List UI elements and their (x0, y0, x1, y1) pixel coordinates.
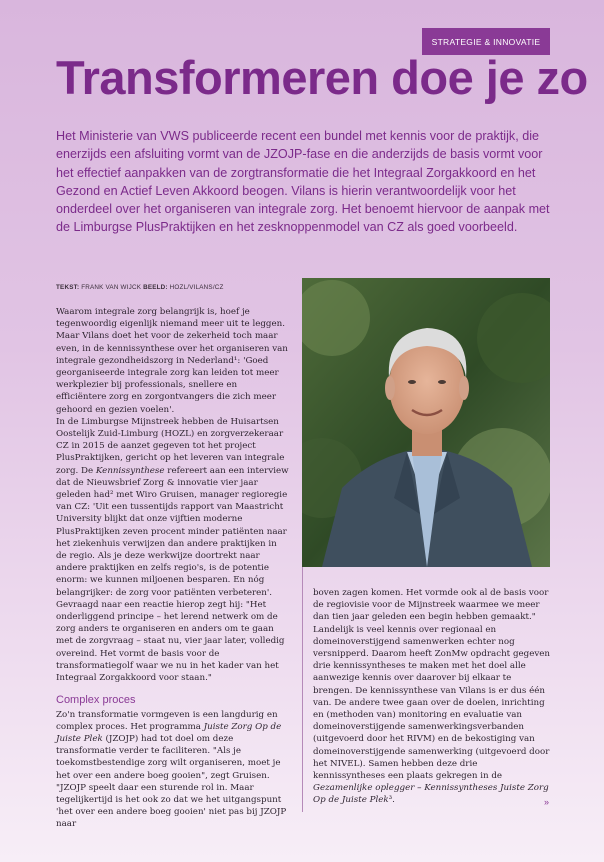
section-tag: STRATEGIE & INNOVATIE (422, 28, 550, 55)
portrait-photo (302, 278, 550, 567)
body-paragraph-5: Landelijk is veel kennis over regionaal en domeinoverstijgend samenwerken echter nog versnipperd. Daarom heeft ZonMw opdracht gegeven drie kennissyntheses te maken met het doel alle aanwezige kennis over daarover bij elkaar te brengen. De kennissynthese van Vilans is er dus één van. De andere twee gaan over de doelen, inrichting en (methoden van) monitoring en evaluatie van domeinoverstijgende samenwerkingsverbanden (uitgevoerd door het RIVM) en de bekostiging van domeinoverstijgende samenwerking (uitgevoerd door het NIVEL). Samen hebben deze drie kennissyntheses een plaats gekregen in de Gezamenlijke oplegger – Kennissyntheses Juiste Zorg Op de Juiste Plek³. (313, 624, 550, 806)
body-column-left (56, 306, 290, 831)
photo-credit-label: BEELD: (143, 284, 168, 291)
body-paragraph-4: boven zagen komen. Het vormde ook al de basis voor de regiovisie voor de Mijnstreek waarmee we meer dan tien jaar geleden een begin hebben gemaakt." (313, 588, 549, 623)
column-divider (302, 567, 303, 812)
text-credit-label: TEKST: (56, 284, 80, 291)
body-paragraph-2: In de Limburgse Mijnstreek hebben de Huisartsen Oostelijk Zuid-Limburg (HOZL) en zorgverzekeraar CZ in 2015 de aanzet gegeven tot het project PlusPraktijken, gericht op het leveren van integrale zorg. De Kennissynthese refereert aan een interview dat de Nieuwsbrief Zorg & innovatie vier jaar geleden had² met Wiro Gruisen, manager regioregie van CZ: 'Uit een tussentijds rapport van Maastricht University blijkt dat onze vijftien moderne PlusPraktijken zeven procent minder patiënten naar het ziekenhuis verwijzen dan andere praktijken in de regio. Als je deze werkwijze doortrekt naar andere praktijken en zelfs regio's, is de potentie enorm: we kunnen miljoenen besparen. En nóg belangrijker: de zorg voor patiënten verbeteren'. Gevraagd naar een reactie hierop zegt hij: "Het onderliggend principe – het lerend netwerk om de zorg anders te organiseren en anders om te gaan met de zorgvraag – staat nu, vier jaar later, volledig overeind. Het vormt de basis voor de transformatiegolf waar we nu in het kader van het Integraal Zorgakkoord voor staan." (56, 416, 289, 684)
section-subheading: Complex proces (56, 694, 136, 707)
body-paragraph-3: Zo'n transformatie vormgeven is een langdurig en complex proces. Het programma Juiste Zorg Op de Juiste Plek (JZOJP) had tot doel om deze transformatie verder te faciliteren. "Als je toekomstbestendige zorg wilt organiseren, moet je het over een andere boeg gooien", zegt Gruisen. "JZOJP speelt daar een sturende rol in. Maar tegelijkertijd is het ook zo dat we het uitgangspunt 'het over een andere boeg gooien' niet pas bij JZOJP naar (56, 709, 287, 830)
portrait-illustration (302, 278, 550, 567)
body-column-right (313, 587, 551, 807)
body-paragraph-1: Waarom integrale zorg belangrijk is, hoef je tegenwoordig eigenlijk niemand meer uit te leggen. Maar Vilans doet het voor de zekerheid toch maar even, in de kennissynthese over het organiseren van integrale gezondheidszorg in Nederland¹: 'Goed georganiseerde integrale zorg kan leiden tot meer werkplezier bij professionals, snellere en efficiëntere zorg en zorgontvangers die zich meer gehoord en gezien voelen'. (56, 307, 288, 415)
page-title: Transformeren doe je zo (56, 51, 588, 104)
intro-paragraph: Het Ministerie van VWS publiceerde recent een bundel met kennis voor de praktijk, die enerzijds een afsluiting vormt van de JZOJP-fase en die anderzijds de basis vormt voor het effectief aanpakken van de zorgtransformatie die het Integraal Zorgakkoord en het Gezond en Actief Leven Akkoord beogen. Vilans is hierin verantwoordelijk voor het onderdeel over het organiseren van integrale zorg. Het benoemt hiervoor de aanpak met de Limburgse PlusPraktijken en het zesknoppenmodel van CZ als goed voorbeeld. (56, 129, 550, 235)
credits-line (56, 284, 224, 291)
text-credit-value: FRANK VAN WIJCK (81, 284, 142, 291)
continue-arrow-icon: » (543, 797, 549, 808)
photo-credit-value: HOZL/VILANS/CZ (169, 284, 224, 291)
